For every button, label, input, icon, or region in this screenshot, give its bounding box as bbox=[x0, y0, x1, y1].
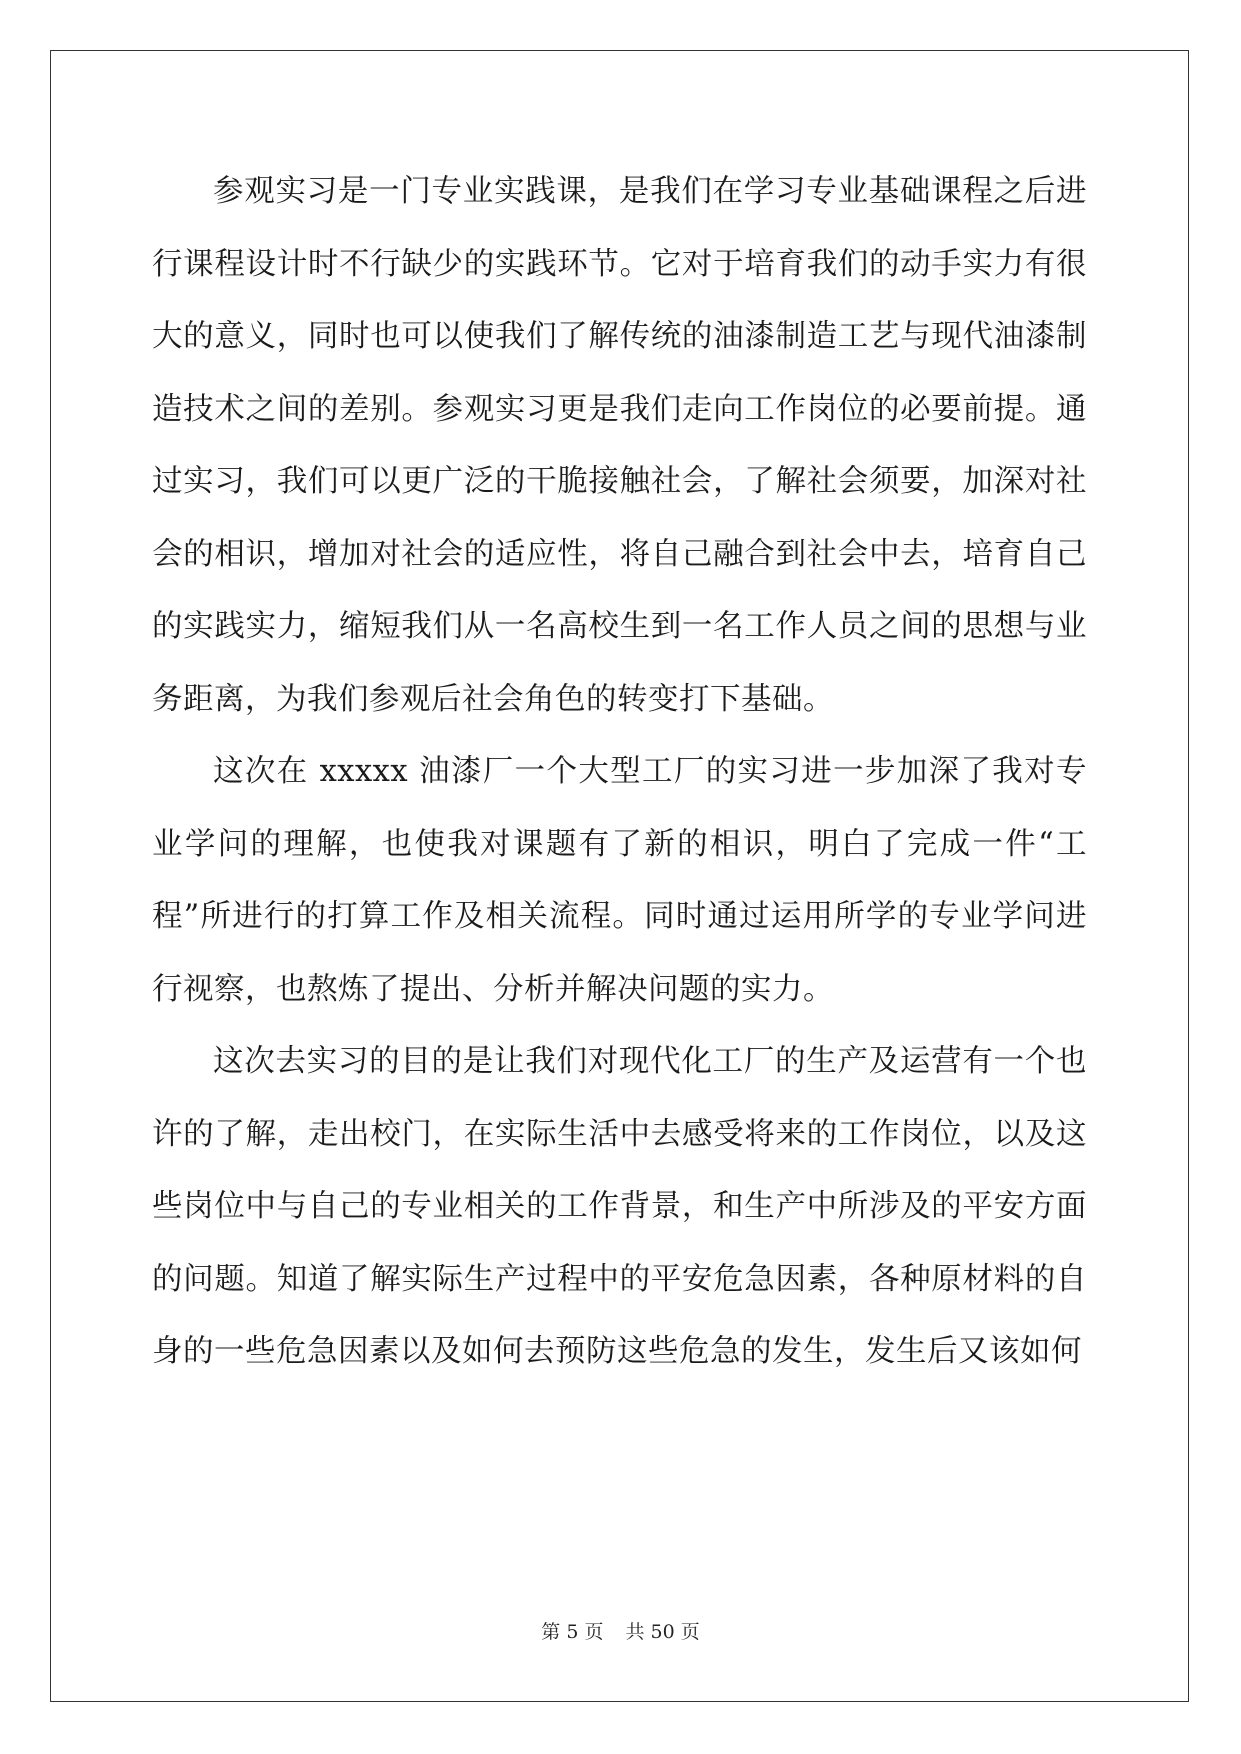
page-footer bbox=[0, 1620, 1241, 1644]
paragraph-3: 这次去实习的目的是让我们对现代化工厂的生产及运营有一个也许的了解，走出校门，在实际生活中去感受将来的工作岗位，以及这些岗位中与自己的专业相关的工作背景，和生产中所涉及的平安方面的问题。知道了解实际生产过程中的平安危急因素，各种原材料的自身的一些危急因素以及如何去预防这些危急的发生，发生后又该如何 bbox=[152, 1044, 1087, 1369]
paragraph-2: 这次在 xxxxx 油漆厂一个大型工厂的实习进一步加深了我对专业学问的理解，也使我对课题有了新的相识，明白了完成一件“工程”所进行的打算工作及相关流程。同时通过运用所学的专业学问进行视察，也熬炼了提出、分析并解决问题的实力。 bbox=[152, 754, 1087, 1007]
page-total: 共 50 页 bbox=[625, 1621, 700, 1643]
paragraph-1: 参观实习是一门专业实践课，是我们在学习专业基础课程之后进行课程设计时不行缺少的实践环节。它对于培育我们的动手实力有很大的意义，同时也可以使我们了解传统的油漆制造工艺与现代油漆制造技术之间的差别。参观实习更是我们走向工作岗位的必要前提。通过实习，我们可以更广泛的干脆接触社会，了解社会须要，加深对社会的相识，增加对社会的适应性，将自己融合到社会中去，培育自己的实践实力，缩短我们从一名高校生到一名工作人员之间的思想与业务距离，为我们参观后社会角色的转变打下基础。 bbox=[152, 174, 1087, 717]
page-number: 第 5 页 bbox=[541, 1621, 604, 1643]
document-body bbox=[152, 156, 1087, 1389]
